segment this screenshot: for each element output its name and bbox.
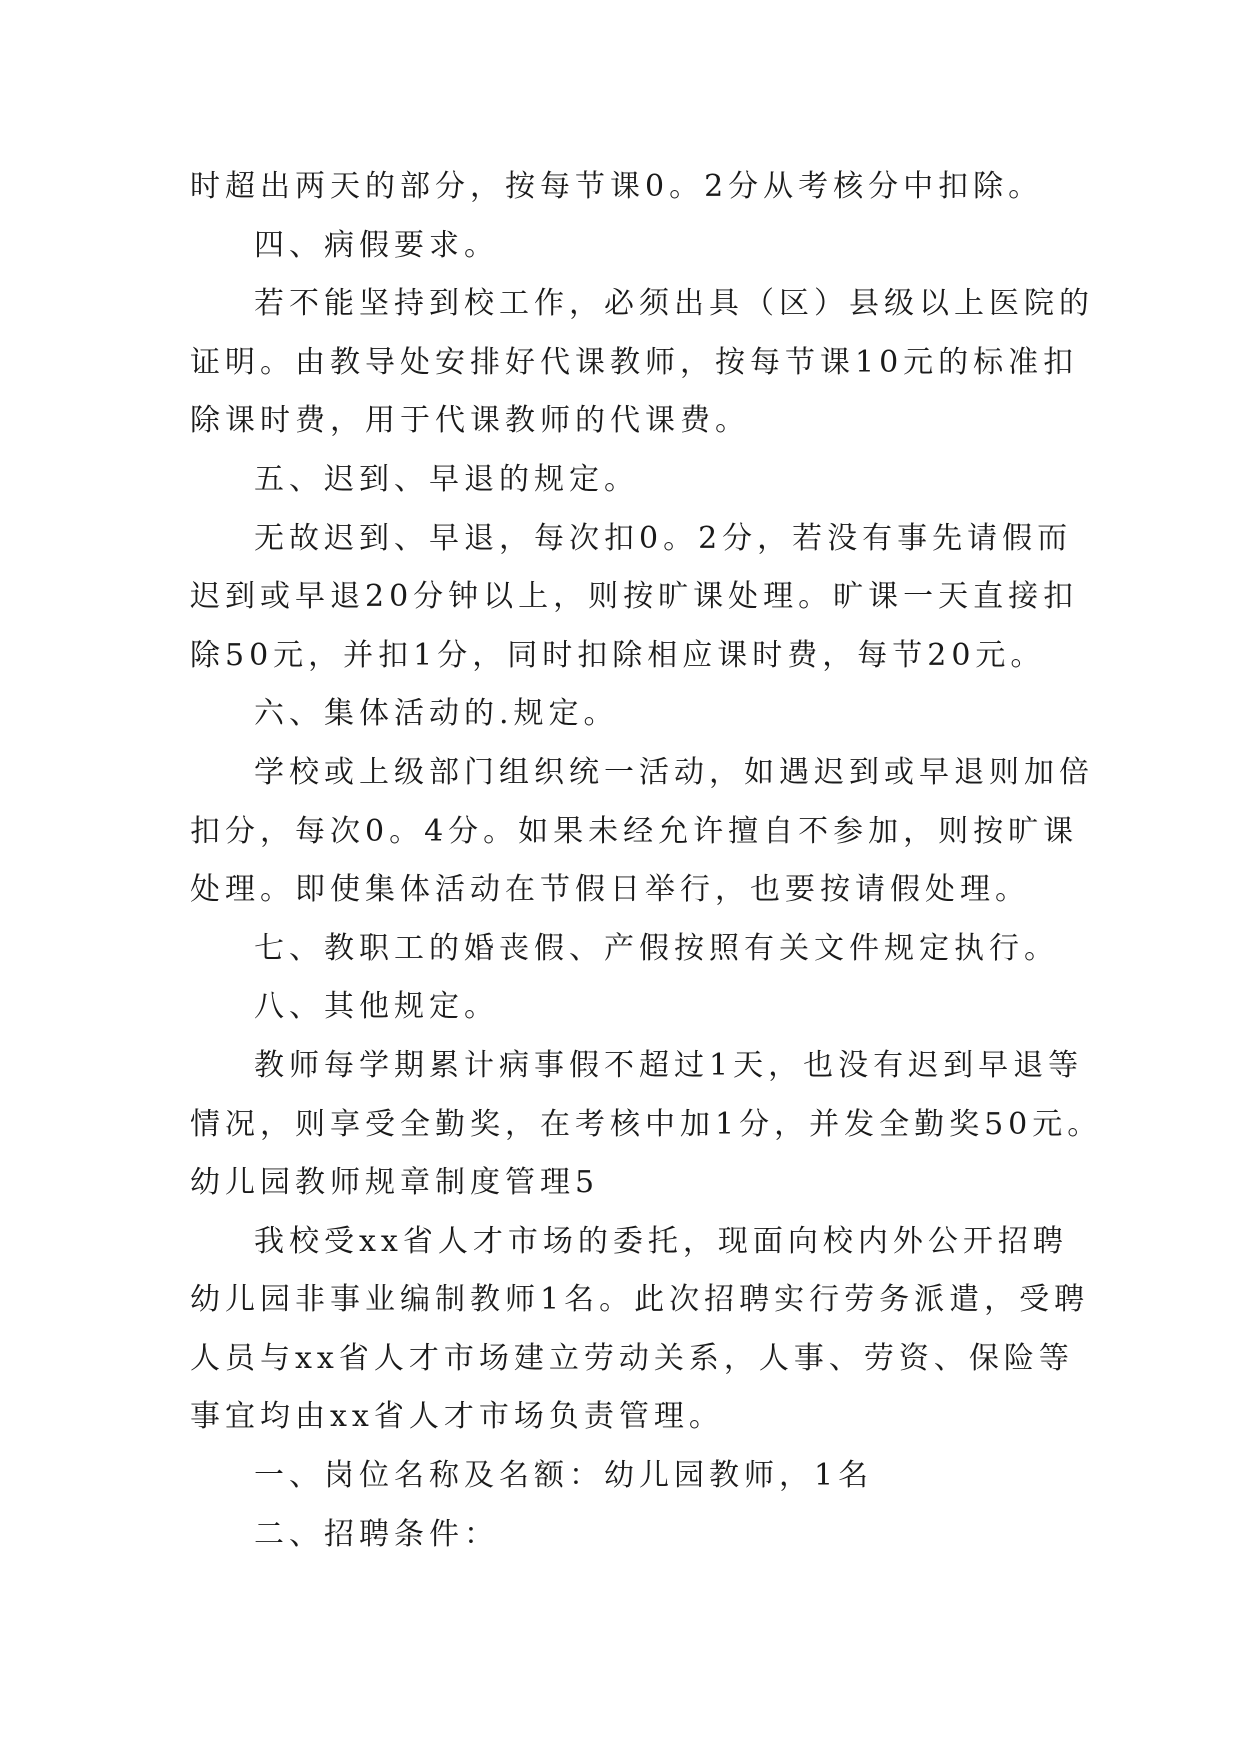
text-line: 八、其他规定。 (254, 989, 499, 1025)
text-line: 无故迟到、早退，每次扣0。2分，若没有事先请假而 (254, 520, 1073, 556)
text-line: 四、病假要求。 (254, 227, 499, 263)
text-line: 事宜均由xx省人才市场负责管理。 (190, 1399, 724, 1435)
text-line: 除课时费，用于代课教师的代课费。 (190, 403, 750, 439)
text-line: 五、迟到、早退的规定。 (254, 461, 639, 497)
text-line: 证明。由教导处安排好代课教师，按每节课10元的标准扣 (190, 344, 1079, 380)
text-line: 人员与xx省人才市场建立劳动关系，人事、劳资、保险等 (190, 1340, 1074, 1376)
text-line: 扣分，每次0。4分。如果未经允许擅自不参加，则按旷课 (190, 813, 1079, 849)
text-line: 幼儿园教师规章制度管理5 (190, 1165, 600, 1201)
text-line: 我校受xx省人才市场的委托，现面向校内外公开招聘 (254, 1223, 1068, 1259)
text-line: 迟到或早退20分钟以上，则按旷课处理。旷课一天直接扣 (190, 579, 1079, 615)
text-line: 学校或上级部门组织统一活动，如遇迟到或早退则加倍 (254, 754, 1094, 790)
text-line: 二、招聘条件： (254, 1516, 499, 1552)
text-line: 时超出两天的部分，按每节课0。2分从考核分中扣除。 (190, 169, 1044, 204)
text-line: 六、集体活动的.规定。 (254, 696, 619, 732)
text-line: 除50元，并扣1分，同时扣除相应课时费，每节20元。 (190, 637, 1046, 673)
text-line: 若不能坚持到校工作，必须出具（区）县级以上医院的 (254, 286, 1094, 322)
text-line: 七、教职工的婚丧假、产假按照有关文件规定执行。 (254, 930, 1059, 966)
text-line: 一、岗位名称及名额：幼儿园教师，1名 (254, 1458, 874, 1494)
text-line: 情况，则享受全勤奖，在考核中加1分，并发全勤奖50元。 (190, 1106, 1103, 1142)
text-line: 处理。即使集体活动在节假日举行，也要按请假处理。 (190, 872, 1030, 908)
text-line: 幼儿园非事业编制教师1名。此次招聘实行劳务派遣，受聘 (190, 1282, 1090, 1318)
text-line: 教师每学期累计病事假不超过1天，也没有迟到早退等 (254, 1047, 1084, 1083)
document-body (190, 158, 1103, 1564)
